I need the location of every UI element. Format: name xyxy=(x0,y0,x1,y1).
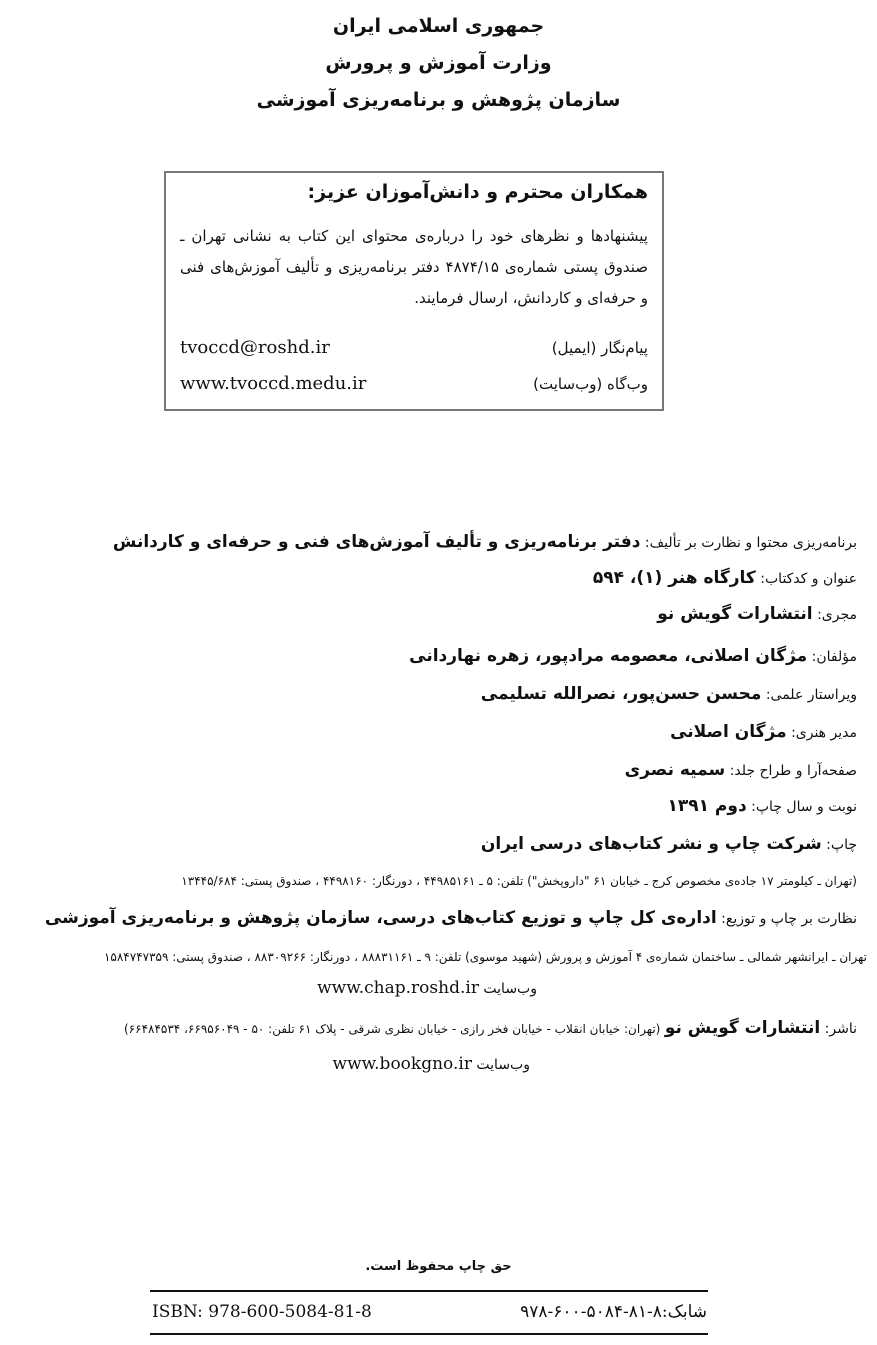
supervision-website xyxy=(317,978,537,998)
credit-value: انتشارات گویش نو xyxy=(664,1018,821,1038)
credit-planning xyxy=(113,532,857,552)
copyright-notice: حق چاپ محفوظ است. xyxy=(365,1259,512,1274)
credit-label: نظارت بر چاپ و توزیع: xyxy=(721,911,857,927)
credit-label: ویراستار علمی: xyxy=(765,687,857,703)
header-organization: سازمان پژوهش و برنامه‌ریزی آموزشی xyxy=(256,89,621,111)
credit-value: مژگان اصلانی xyxy=(670,722,787,742)
credit-printer xyxy=(481,834,857,854)
email-link[interactable]: tvoccd@roshd.ir xyxy=(180,337,330,358)
email-label: پیام‌نگار (ایمیل) xyxy=(551,339,648,357)
website-label: وب‌گاه (وب‌سایت) xyxy=(533,375,648,393)
credit-label: صفحه‌آرا و طراح جلد: xyxy=(729,763,857,779)
credit-label: برنامه‌ریزی محتوا و نظارت بر تألیف: xyxy=(644,535,857,551)
credit-label: مؤلفان: xyxy=(811,649,857,665)
publisher-web-link[interactable]: www.bookgno.ir xyxy=(332,1054,472,1074)
credit-value: دفتر برنامه‌ریزی و تألیف آموزش‌های فنی و حرفه‌ای و کاردانش xyxy=(112,532,641,552)
credit-art-director xyxy=(670,722,857,742)
credit-value: اداره‌ی کل چاپ و توزیع کتاب‌های درسی، سازمان پژوهش و برنامه‌ریزی آموزشی xyxy=(44,908,717,928)
isbn-persian: شابک:۸-۸۱-۵۰۸۴-۶۰۰-۹۷۸ xyxy=(520,1302,707,1322)
credit-value: انتشارات گویش نو xyxy=(657,604,813,624)
page-header xyxy=(0,8,877,119)
footer-top-divider xyxy=(150,1290,708,1292)
credit-supervision xyxy=(45,908,857,928)
credit-title xyxy=(593,568,857,588)
credit-value: مژگان اصلانی، معصومه مرادپور، زهره نهاردانی xyxy=(409,646,808,666)
publisher-website xyxy=(333,1054,530,1074)
credit-executor xyxy=(657,604,857,624)
website-label: وب‌سایت xyxy=(483,981,537,997)
website-label: وب‌سایت xyxy=(476,1057,530,1073)
credit-editor xyxy=(481,684,857,704)
publisher-address: (تهران: خیابان انقلاب - خیابان فخر رازی - خیابان نظری شرقی - پلاک ۶۱ تلفن: ۵۰ - ۶۶۹۵۶۰۴۹، ۶۶۴۸۴۵۳۴) xyxy=(123,1022,661,1036)
printer-address: (تهران ـ کیلومتر ۱۷ جاده‌ی مخصوص کرج ـ خیابان ۶۱ "داروپخش") تلفن: ۵ ـ ۴۴۹۸۵۱۶۱ ، دورنگار: ۴۴۹۸۱۶۰ ، صندوق پستی: ۱۳۴۴۵/۶۸۴ xyxy=(181,874,857,888)
credit-value: محسن حسن‌پور، نصرالله تسلیمی xyxy=(480,684,762,704)
credit-label: مدیر هنری: xyxy=(791,725,857,741)
credit-label: ناشر: xyxy=(824,1021,857,1037)
notice-greeting: همکاران محترم و دانش‌آموزان عزیز: xyxy=(307,181,648,203)
notice-paragraph: پیشنهادها و نظرهای خود را درباره‌ی محتوای این کتاب به نشانی تهران ـ صندوق پستی شماره‌ی ۴۸۷۴/۱۵ دفتر برنامه‌ریزی و تألیف آموزش‌های فنی و حرفه‌ای و کاردانش، ارسال فرمایند. xyxy=(180,227,649,307)
credit-authors xyxy=(409,646,857,666)
credit-label: مجری: xyxy=(817,607,857,623)
credit-label: عنوان و کدکتاب: xyxy=(760,571,857,587)
credit-edition xyxy=(667,796,857,816)
credit-value: کارگاه هنر (۱)، ۵۹۴ xyxy=(592,568,756,588)
credit-value: دوم ۱۳۹۱ xyxy=(667,796,747,816)
credit-value: سمیه نصری xyxy=(624,760,726,780)
isbn-latin: ISBN: 978-600-5084-81-8 xyxy=(152,1302,372,1322)
website-link[interactable]: www.tvoccd.medu.ir xyxy=(180,373,367,394)
credit-value: شرکت چاپ و نشر کتاب‌های درسی ایران xyxy=(480,834,822,854)
header-ministry: وزارت آموزش و پرورش xyxy=(325,52,552,74)
credit-label: چاپ: xyxy=(826,837,857,853)
credit-layout xyxy=(625,760,857,780)
header-country: جمهوری اسلامی ایران xyxy=(332,15,545,37)
supervision-web-link[interactable]: www.chap.roshd.ir xyxy=(317,978,479,998)
supervision-address: تهران ـ ایرانشهر شمالی ـ ساختمان شماره‌ی ۴ آموزش و پرورش (شهید موسوی) تلفن: ۹ ـ ۸۸۸۳۱۱۶۱ ، دورنگار: ۸۸۳۰۹۲۶۶ ، صندوق پستی: ۱۵۸۴۷۴۷۳۵۹ xyxy=(103,950,867,964)
footer-bottom-divider xyxy=(150,1333,708,1335)
credit-label: نوبت و سال چاپ: xyxy=(751,799,857,815)
feedback-notice-box xyxy=(164,171,664,411)
credit-publisher xyxy=(124,1018,857,1038)
